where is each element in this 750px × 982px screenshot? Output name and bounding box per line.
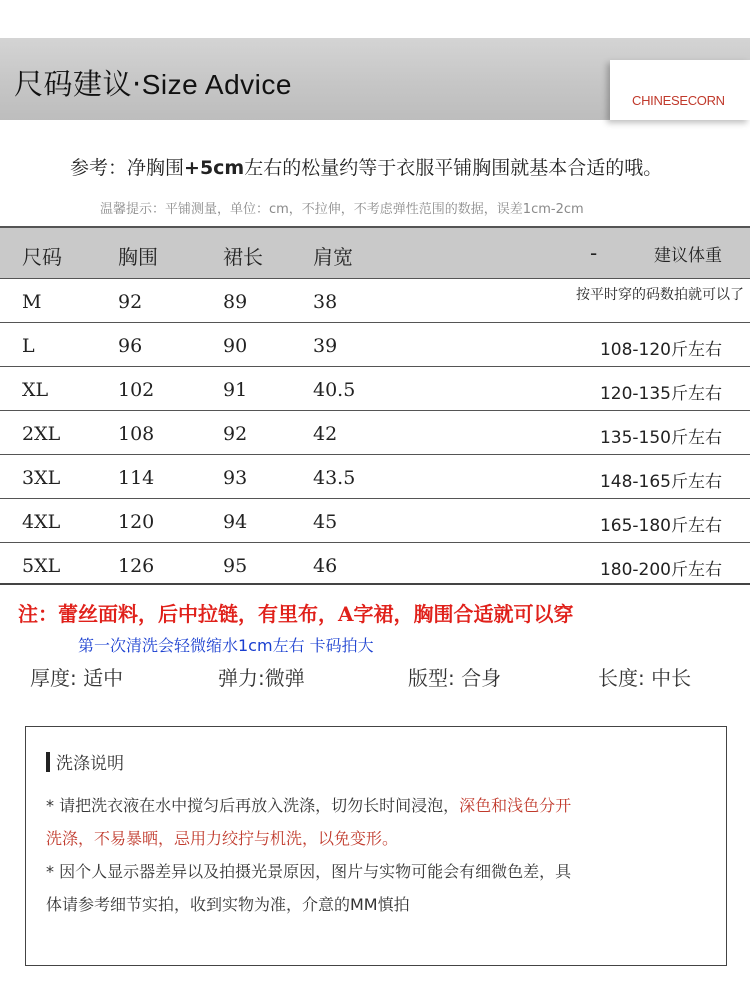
care-line-3: * 因个人显示器差异以及拍摄光景原因，图片与实物可能会有细微色差，具 [46,862,572,881]
care-line-2: 洗涤，不易暴晒，忌用力绞拧与机洗，以免变形。 [46,829,399,848]
care-instructions-box [25,726,727,966]
shrink-note: 第一次清洗会轻微缩水1cm左右 卡码拍大 [78,636,374,655]
attr-elasticity: 弹力:微弹 [218,666,305,690]
header-weight: 建议体重 [654,246,722,266]
cell-size: M [22,291,42,313]
cell-length: 92 [223,423,248,445]
size-table-header [0,228,750,278]
reference-text-bold: +5cm [184,157,245,179]
table-row [0,498,750,543]
header-dash: - [590,241,598,265]
cell-length: 94 [223,511,248,533]
cell-length: 91 [223,379,248,401]
cell-length: 90 [223,335,248,357]
cell-shoulder: 43.5 [313,467,356,489]
header-shoulder: 肩宽 [313,245,353,269]
table-row [0,366,750,411]
banner-title-cn: 尺码建议· [14,67,142,101]
size-advice-banner [0,38,750,120]
cell-weight: 180-200斤左右 [599,560,722,580]
cell-weight: 148-165斤左右 [599,472,722,492]
banner-title [14,62,292,103]
table-row [0,454,750,499]
care-title [46,749,124,774]
measurement-hint: 温馨提示：平铺测量，单位：cm，不拉伸，不考虑弹性范围的数据，误差1cm-2cm [100,202,584,217]
cell-bust: 108 [118,423,155,445]
cell-weight: 135-150斤左右 [599,428,722,448]
cell-shoulder: 45 [313,511,338,533]
cell-length: 93 [223,467,248,489]
cell-size: 3XL [22,467,61,489]
header-length: 裙长 [223,245,263,269]
care-line-4: 体请参考细节实拍，收到实物为准，介意的MM慎拍 [46,895,410,914]
cell-shoulder: 40.5 [313,379,356,401]
care-line-1 [46,793,571,816]
attr-thickness: 厚度: 适中 [30,666,124,690]
brand-logo-text: CHINESECORN [632,93,725,108]
brand-box [610,60,750,120]
cell-shoulder: 42 [313,423,338,445]
cell-bust: 126 [118,555,155,577]
cell-size: 5XL [22,555,61,577]
cell-size: 2XL [22,423,61,445]
cell-size: 4XL [22,511,61,533]
cell-shoulder: 38 [313,291,338,313]
cell-bust: 102 [118,379,155,401]
table-row [0,278,750,323]
cell-size: L [22,335,35,357]
cell-weight: 108-120斤左右 [599,340,722,360]
table-row [0,410,750,455]
cell-weight: 按平时穿的码数拍就可以了 [576,287,744,303]
reference-line [70,153,662,180]
attr-length: 长度: 中长 [598,666,692,690]
size-table [0,226,750,585]
cell-weight: 165-180斤左右 [599,516,722,536]
cell-bust: 114 [118,467,155,489]
cell-length: 89 [223,291,248,313]
reference-label: 参考： [70,157,128,179]
header-size: 尺码 [22,245,62,269]
cell-shoulder: 46 [313,555,338,577]
cell-shoulder: 39 [313,335,338,357]
reference-text-post: 左右的松量约等于衣服平铺胸围就基本合适的哦。 [244,157,663,179]
cell-bust: 120 [118,511,155,533]
fabric-note: 注：蕾丝面料，后中拉链，有里布，A字裙，胸围合适就可以穿 [18,602,574,626]
reference-text-pre: 净胸围 [127,157,185,179]
title-bar-icon [46,752,50,772]
care-title-text: 洗涤说明 [56,754,124,774]
cell-size: XL [22,379,49,401]
cell-bust: 92 [118,291,143,313]
table-row [0,322,750,367]
cell-length: 95 [223,555,248,577]
attr-fit: 版型: 合身 [408,666,502,690]
cell-bust: 96 [118,335,143,357]
header-bust: 胸围 [118,245,158,269]
banner-title-en: Size Advice [141,69,292,100]
care-line-1a: * 请把洗衣液在水中搅匀后再放入洗涤，切勿长时间浸泡， [46,796,460,815]
care-line-1b: 深色和浅色分开 [459,796,572,815]
cell-weight: 120-135斤左右 [599,384,722,404]
table-row [0,542,750,582]
